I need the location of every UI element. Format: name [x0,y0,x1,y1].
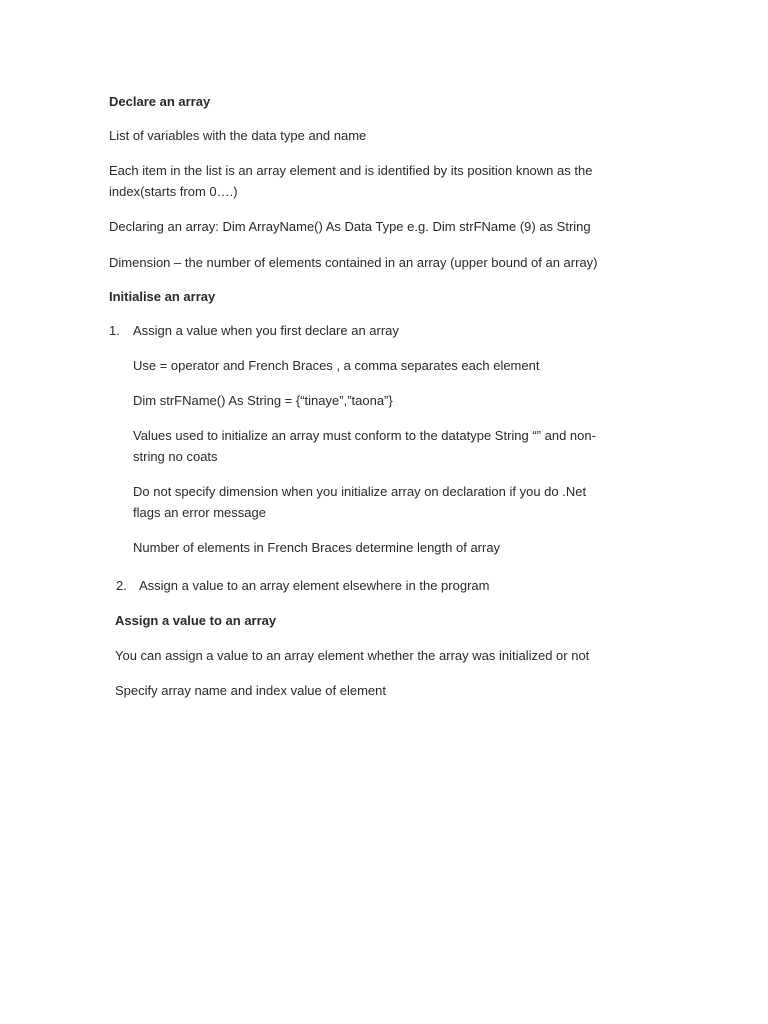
paragraph-array-element-line2: index(starts from 0….) [109,184,238,199]
paragraph-dimension: Dimension – the number of elements contained in an array (upper bound of an array) [109,255,598,270]
list-number-1: 1. [109,323,120,338]
paragraph-assign-value: You can assign a value to an array element whether the array was initialized or not [115,648,590,663]
sub-paragraph-operator: Use = operator and French Braces , a comma separates each element [133,358,540,373]
paragraph-array-element-line1: Each item in the list is an array element and is identified by its position known as the [109,163,593,178]
heading-declare-array: Declare an array [109,94,211,109]
heading-initialise-array: Initialise an array [109,289,216,304]
sub-paragraph-code-example: Dim strFName() As String = {“tinaye”,”taona”} [133,393,393,408]
heading-assign-value: Assign a value to an array [115,613,277,628]
list-item-1-text: Assign a value when you first declare an array [133,323,399,338]
sub-paragraph-number-of-elements: Number of elements in French Braces determine length of array [133,540,501,555]
sub-paragraph-values-line1: Values used to initialize an array must conform to the datatype String “” and non- [133,428,596,443]
paragraph-specify-array: Specify array name and index value of element [115,683,386,698]
paragraph-list-of-variables: List of variables with the data type and name [109,128,367,143]
paragraph-declaring-array: Declaring an array: Dim ArrayName() As Data Type e.g. Dim strFName (9) as String [109,219,591,234]
list-number-2: 2. [116,578,127,593]
sub-paragraph-dimension-line1: Do not specify dimension when you initialize array on declaration if you do .Net [133,484,587,499]
sub-paragraph-dimension-line2: flags an error message [133,505,266,520]
list-item-2-text: Assign a value to an array element elsewhere in the program [139,578,490,593]
sub-paragraph-values-line2: string no coats [133,449,218,464]
